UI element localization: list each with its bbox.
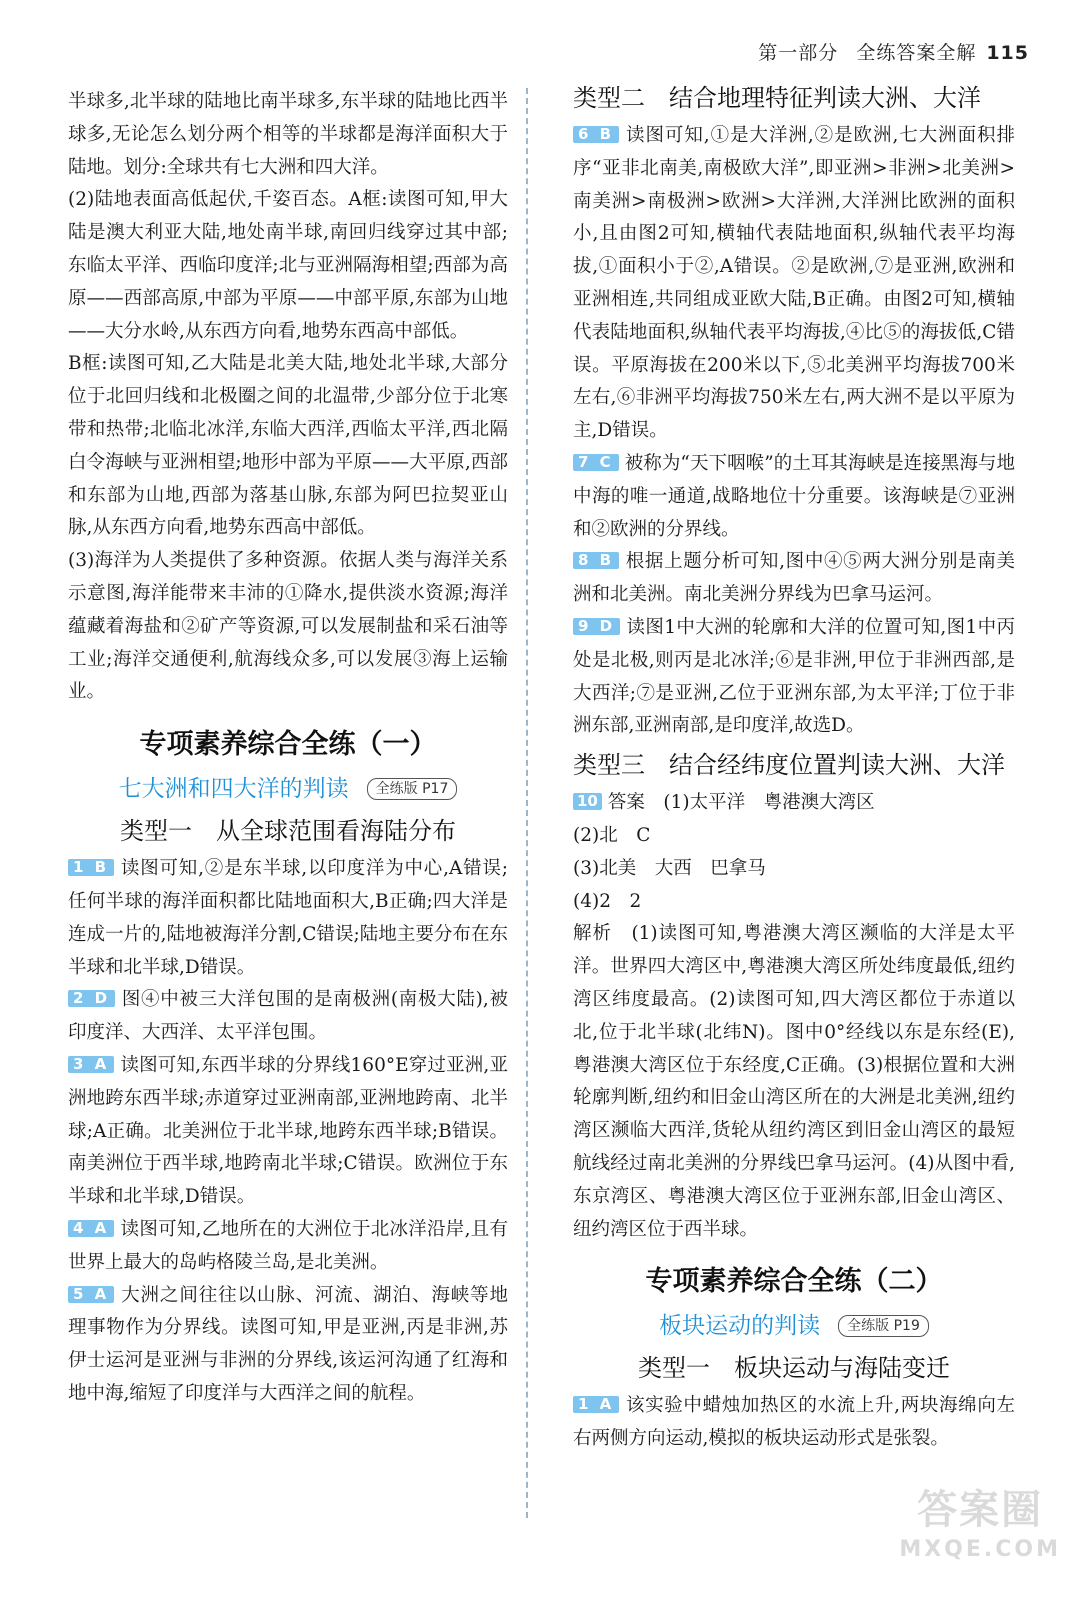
answer-line: (4)2 2 — [573, 890, 642, 912]
answer-item — [68, 1050, 508, 1214]
page-reference-tag: 全练版 P19 — [838, 1315, 929, 1337]
answer-badge: 7 C — [573, 454, 619, 471]
watermark-url: MXQE.COM — [899, 1537, 1061, 1562]
answer-text: 读图可知,乙地所在的大洲位于北冰洋沿岸,且有世界上最大的岛屿格陵兰岛,是北美洲。 — [68, 1218, 508, 1273]
answer-text: 读图可知,①是大洋洲,②是欧洲,七大洲面积排序“亚非北南美,南极欧大洋”,即亚洲>非洲>北美洲>南美洲>南极洲>欧洲>大洋洲,大洋洲比欧洲的面积小,且由图2可知,横轴代表陆地面积,纵轴代表平均海拔,①面积小于②,A错误。②是欧洲,⑦是亚洲,欧洲和亚洲相连,共同组成亚欧大陆,B正确。由图2可知,横轴代表陆地面积,纵轴代表平均海拔,④比⑤的海拔低,C错误。平原海拔在200米以下,⑤北美洲平均海拔700米左右,⑥非洲平均海拔750米左右,两大洲不是以平原为主,D错误。 — [573, 125, 1015, 442]
intro-paragraph: (2)陆地表面高低起伏,千姿百态。A框:读图可知,甲大陆是澳大利亚大陆,地处南半球,南回归线穿过其中部;东临太平洋、西临印度洋;北与亚洲隔海相望;西部为高原——西部高原,中部为平原——中部平原,东部为山地——大分水岭,从东西方向看,地势东西高中部低。 — [68, 189, 508, 342]
answer-item — [573, 612, 1015, 743]
intro-paragraph: B框:读图可知,乙大陆是北美大陆,地处北半球,大部分位于北回归线和北极圈之间的北温带,少部分位于北寒带和热带;北临北冰洋,东临大西洋,西临太平洋,西北隔白令海峡与亚洲相望;地形中部为平原——大平原,西部和东部为山地,西部为落基山脉,东部为阿巴拉契亚山脉,从东西方向看,地势东西高中部低。 — [68, 353, 508, 539]
page-reference-tag: 全练版 P17 — [367, 778, 458, 800]
answer-badge: 5 A — [68, 1286, 114, 1303]
answer-line: (1)太平洋 粤港澳大湾区 — [663, 792, 875, 814]
intro-paragraph: 半球多,北半球的陆地比南半球多,东半球的陆地比西半球多,无论怎么划分两个相等的半球都是海洋面积大于陆地。划分:全球共有七大洲和四大洋。 — [68, 91, 508, 178]
answer-badge: 10 — [573, 793, 602, 810]
answer-badge: 6 B — [573, 126, 619, 143]
analysis-block — [573, 918, 1015, 1246]
answer-badge: 9 D — [573, 618, 620, 635]
answer-text: 读图可知,东西半球的分界线160°E穿过亚洲,亚洲地跨东西半球;赤道穿过亚洲南部,亚洲地跨南、北半球;A正确。北美洲位于北半球,地跨东西半球;B错误。南美洲位于西半球,地跨南北半球;C错误。欧洲位于东半球和北半球,D错误。 — [68, 1054, 508, 1208]
section-title: 专项素养综合全练（二） — [645, 1266, 943, 1298]
watermark-logo — [899, 1487, 1061, 1570]
answer-text: 根据上题分析可知,图中④⑤两大洲分别是南美洲和北美洲。南北美洲分界线为巴拿马运河。 — [573, 551, 1015, 606]
answer-text: 大洲之间往往以山脉、河流、湖泊、海峡等地理事物作为分界线。读图可知,甲是亚洲,丙是非洲,苏伊士运河是亚洲与非洲的分界线,该运河沟通了红海和地中海,缩短了印度洋与大西洋之间的航程。 — [68, 1284, 508, 1404]
answer-badge: 1 B — [68, 859, 114, 876]
analysis-label: 解析 — [573, 923, 612, 945]
answer-item — [68, 1214, 508, 1280]
answer-badge: 3 A — [68, 1056, 114, 1073]
section-title: 专项素养综合全练（一） — [139, 729, 437, 761]
answer-item — [68, 984, 508, 1050]
section-subtitle: 板块运动的判读 — [659, 1313, 821, 1340]
answer-text: 图④中被三大洋包围的是南极洲(南极大陆),被印度洋、大西洋、太平洋包围。 — [68, 989, 508, 1044]
section-subtitle: 七大洲和四大洋的判读 — [118, 776, 349, 803]
answer-text: 该实验中蜡烛加热区的水流上升,两块海绵向左右两侧方向运动,模拟的板块运动形式是张裂。 — [573, 1395, 1015, 1450]
answer-item — [68, 853, 508, 984]
watermark-text: 答案圈 — [917, 1487, 1044, 1533]
answer-item — [68, 1280, 508, 1411]
answer-item — [573, 546, 1015, 612]
answer-line: (3)北美 大西 巴拿马 — [573, 857, 766, 879]
answer-item — [573, 448, 1015, 546]
answer-badge: 2 D — [68, 990, 115, 1007]
analysis-text: (1)读图可知,粤港澳大湾区濒临的大洋是太平洋。世界四大湾区中,粤港澳大湾区所处纬度最低,纽约湾区纬度最高。(2)读图可知,四大湾区都位于赤道以北,位于北半球(北纬N)。图中0°经线以东是东经(E),粤港澳大湾区位于东经度,C正确。(3)根据位置和大洲轮廓判断,纽约和旧金山湾区所在的大洲是北美洲,纽约湾区濒临大西洋,货轮从纽约湾区到旧金山湾区的最短航线经过南北美洲的分界线巴拿马运河。(4)从图中看,东京湾区、粤港澳大湾区位于亚洲东部,旧金山湾区、纽约湾区位于西半球。 — [573, 923, 1015, 1240]
header-part: 第一部分 — [758, 42, 839, 64]
page-number: 115 — [986, 42, 1029, 64]
answer-badge: 1 A — [573, 1396, 619, 1413]
answer-label: 答案 — [607, 792, 645, 814]
answer-badge: 8 B — [573, 552, 619, 569]
type-heading: 类型一 从全球范围看海陆分布 — [120, 817, 456, 846]
column-divider — [526, 88, 528, 1518]
right-column — [573, 86, 1015, 1456]
answer-text: 读图1中大洲的轮廓和大洋的位置可知,图1中丙处是北极,则丙是北冰洋;⑥是非洲,甲位于非洲西部,是大西洋;⑦是亚洲,乙位于亚洲东部,为太平洋;丁位于非洲东部,亚洲南部,是印度洋,故选D。 — [573, 616, 1015, 737]
header-section: 全练答案全解 — [856, 42, 977, 64]
answer-item — [573, 787, 1015, 820]
section-subtitle-row — [573, 1308, 1015, 1344]
type-heading: 类型三 结合经纬度位置判读大洲、大洋 — [573, 751, 1005, 780]
section-subtitle-row — [68, 771, 508, 807]
intro-paragraph: (3)海洋为人类提供了多种资源。依据人类与海洋关系示意图,海洋能带来丰沛的①降水,提供淡水资源;海洋蕴藏着海盐和②矿产等资源,可以发展制盐和采石油等工业;海洋交通便利,航海线众多,可以发展③海上运输业。 — [68, 550, 508, 703]
answer-item — [573, 120, 1015, 448]
answer-text: 读图可知,②是东半球,以印度洋为中心,A错误;任何半球的海洋面积都比陆地面积大,B正确;四大洋是连成一片的,陆地被海洋分割,C错误;陆地主要分布在东半球和北半球,D错误。 — [68, 858, 508, 978]
answer-badge: 4 A — [68, 1220, 114, 1237]
page-header — [758, 38, 1029, 65]
answer-text: 被称为“天下咽喉”的土耳其海峡是连接黑海与地中海的唯一通道,战略地位十分重要。该海峡是⑦亚洲和②欧洲的分界线。 — [573, 452, 1015, 540]
answer-line: (2)北 C — [573, 824, 651, 846]
answer-item — [573, 1390, 1015, 1456]
type-heading: 类型一 板块运动与海陆变迁 — [638, 1354, 950, 1383]
left-column — [68, 86, 508, 1411]
type-heading: 类型二 结合地理特征判读大洲、大洋 — [573, 84, 981, 112]
